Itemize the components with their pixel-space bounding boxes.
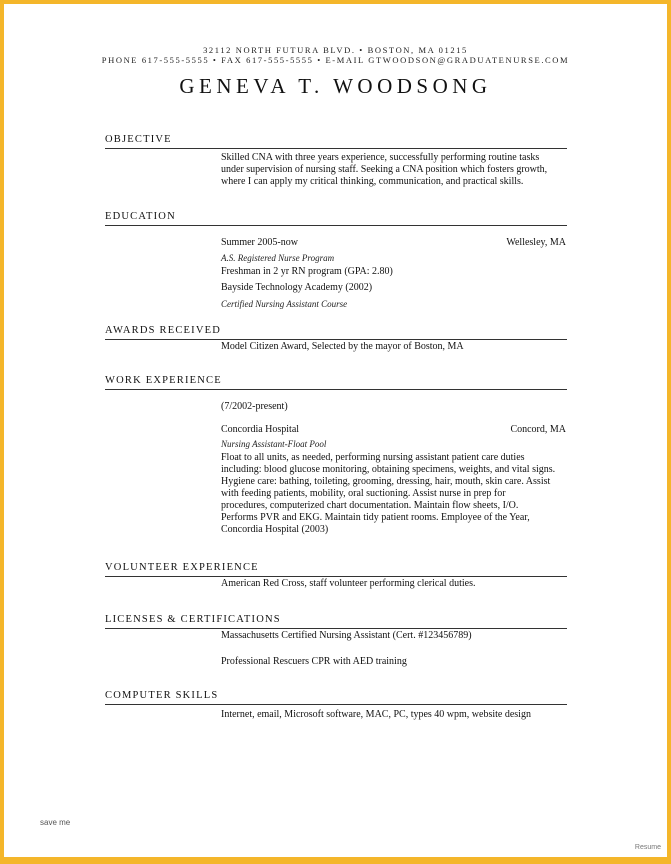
work-line: including: blood glucose monitoring, obtaining specimens, weights, and vital signs. (221, 464, 556, 475)
section-rule (105, 339, 567, 340)
section-title-objective: OBJECTIVE (105, 134, 172, 145)
section-title-licenses: LICENSES & CERTIFICATIONS (105, 614, 281, 625)
education-school: Bayside Technology Academy (2002) (221, 282, 373, 293)
header-address: 32112 NORTH FUTURA BLVD. • BOSTON, MA 01215 (203, 45, 468, 55)
section-title-awards: AWARDS RECEIVED (105, 325, 222, 336)
work-employer: Concordia Hospital (221, 424, 300, 435)
section-rule (105, 704, 567, 705)
work-line: Hygiene care: bathing, toileting, grooming, dressing, hair, mouth, skin care. Assist (221, 476, 551, 487)
objective-line: under supervision of nursing staff. Seeking a CNA position which fosters growth, (221, 164, 548, 175)
footer-watermark: Resume (634, 844, 661, 851)
education-detail: Freshman in 2 yr RN program (GPA: 2.80) (221, 266, 393, 277)
footer-caption: save me (40, 818, 71, 827)
work-line: Performs PVR and EKG. Maintain tidy patient rooms. Employee of the Year, (221, 512, 530, 523)
work-period: (7/2002-present) (221, 401, 288, 412)
section-title-computer: COMPUTER SKILLS (105, 690, 219, 701)
section-title-volunteer: VOLUNTEER EXPERIENCE (105, 562, 259, 573)
license-item: Professional Rescuers CPR with AED training (221, 656, 407, 667)
work-line: procedures, computerized chart documentation. Maintain flow sheets, I/O. (221, 500, 519, 511)
education-location: Wellesley, MA (506, 237, 566, 248)
education-date: Summer 2005-now (221, 237, 298, 248)
awards-text: Model Citizen Award, Selected by the mayor of Boston, MA (221, 341, 464, 352)
computer-text: Internet, email, Microsoft software, MAC, PC, types 40 wpm, website design (221, 709, 531, 720)
objective-line: Skilled CNA with three years experience, successfully performing routine tasks (221, 152, 540, 163)
section-rule (105, 628, 567, 629)
education-program: A.S. Registered Nurse Program (221, 253, 335, 263)
section-rule (105, 225, 567, 226)
work-line: Concordia Hospital (2003) (221, 524, 329, 535)
header-contact: PHONE 617-555-5555 • FAX 617-555-5555 • E-MAIL GTWOODSON@GRADUATENURSE.COM (101, 55, 570, 65)
volunteer-text: American Red Cross, staff volunteer performing clerical duties. (221, 578, 476, 589)
section-rule (105, 576, 567, 577)
section-rule (105, 148, 567, 149)
work-location: Concord, MA (510, 424, 566, 435)
license-item: Massachusetts Certified Nursing Assistant (Cert. #123456789) (221, 630, 472, 641)
work-line: with feeding patients, mobility, oral suctioning. Assist nurse in prep for (221, 488, 506, 499)
section-title-work: WORK EXPERIENCE (105, 375, 222, 386)
section-title-education: EDUCATION (105, 211, 176, 222)
work-role: Nursing Assistant-Float Pool (221, 439, 327, 449)
education-course: Certified Nursing Assistant Course (221, 299, 348, 309)
objective-line: where I can apply my critical thinking, communication, and practical skills. (221, 176, 524, 187)
candidate-name: GENEVA T. WOODSONG (179, 74, 492, 98)
work-line: Float to all units, as needed, performing nursing assistant patient care duties (221, 452, 525, 463)
section-rule (105, 389, 567, 390)
